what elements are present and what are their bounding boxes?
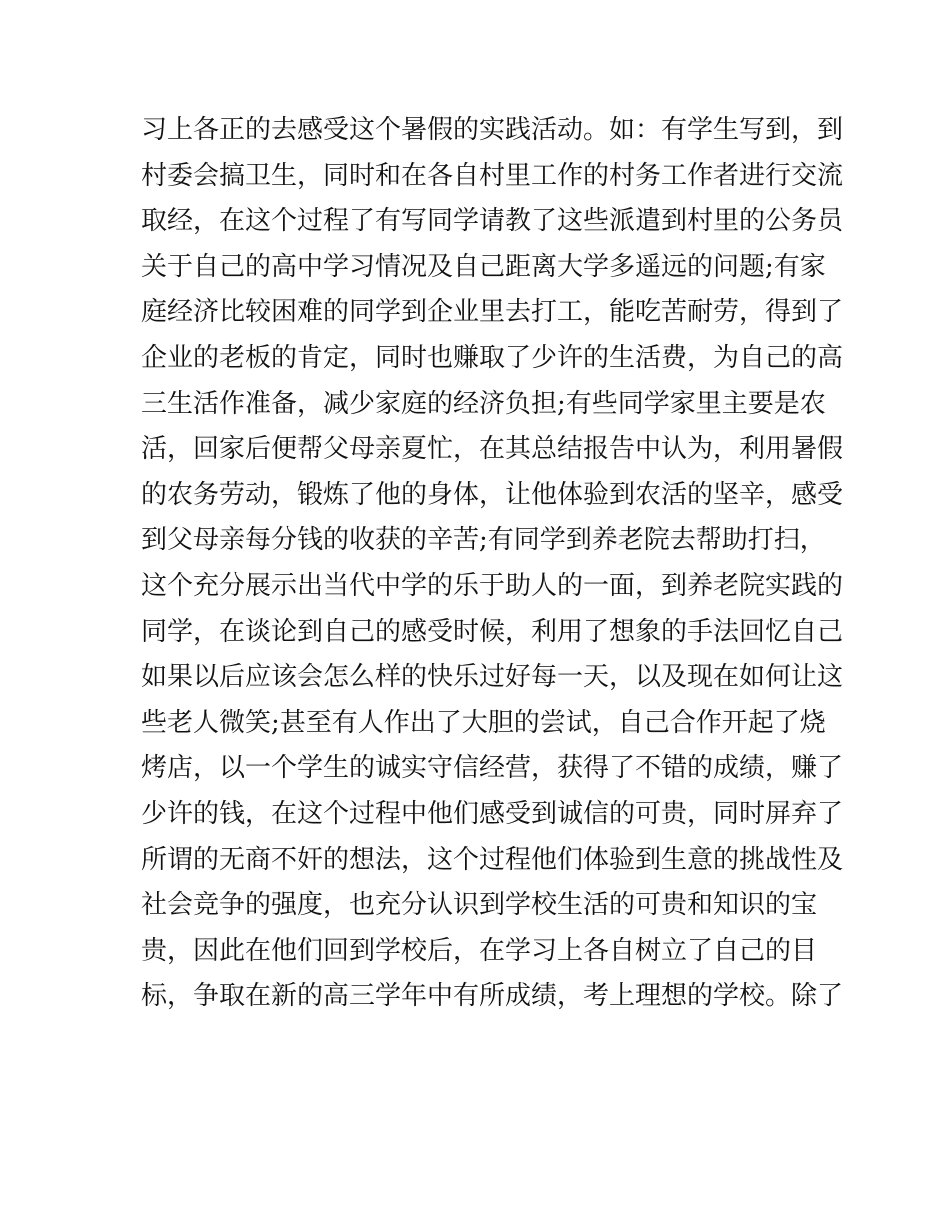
text-line-5: 庭经济比较困难的同学到企业里去打工，能吃苦耐劳，得到了	[141, 297, 844, 328]
text-line-14: 些老人微笑;甚至有人作出了大胆的尝试，自己合作开起了烧	[141, 707, 826, 738]
text-line-15: 烤店，以一个学生的诚实守信经营，获得了不错的成绩，赚了	[141, 753, 844, 784]
text-line-20: 标，争取在新的高三学年中有所成绩，考上理想的学校。除了	[141, 981, 844, 1012]
text-line-18: 社会竞争的强度，也充分认识到学校生活的可贵和知识的宝	[141, 890, 818, 921]
text-line-4: 关于自己的高中学习情况及自己距离大学多遥远的问题;有家	[141, 251, 826, 282]
text-line-3: 取经，在这个过程了有写同学请教了这些派遣到村里的公务员	[141, 206, 844, 237]
text-line-13: 如果以后应该会怎么样的快乐过好每一天，以及现在如何让这	[141, 662, 844, 693]
text-line-1: 习上各正的去感受这个暑假的实践活动。如：有学生写到，到	[141, 115, 844, 145]
text-line-10: 到父母亲每分钱的收获的辛苦;有同学到养老院去帮助打扫，	[141, 525, 826, 556]
text-line-7: 三生活作准备，减少家庭的经济负担;有些同学家里主要是农	[141, 388, 826, 419]
text-line-6: 企业的老板的肯定，同时也赚取了少许的生活费，为自己的高	[141, 342, 844, 373]
text-line-12: 同学，在谈论到自己的感受时候，利用了想象的手法回忆自己	[141, 616, 844, 647]
text-line-19: 贵，因此在他们回到学校后，在学习上各自树立了自己的目	[141, 935, 818, 966]
body-paragraph	[141, 108, 844, 1020]
text-line-16: 少许的钱，在这个过程中他们感受到诚信的可贵，同时屏弃了	[141, 798, 844, 829]
text-line-8: 活，回家后便帮父母亲夏忙，在其总结报告中认为，利用暑假	[141, 434, 844, 465]
text-line-11: 这个充分展示出当代中学的乐于助人的一面，到养老院实践的	[141, 570, 844, 601]
text-line-9: 的农务劳动，锻炼了他的身体，让他体验到农活的坚辛，感受	[141, 479, 844, 510]
text-line-2: 村委会搞卫生，同时和在各自村里工作的村务工作者进行交流	[141, 160, 844, 191]
text-line-17: 所谓的无商不奸的想法，这个过程他们体验到生意的挑战性及	[141, 844, 844, 875]
